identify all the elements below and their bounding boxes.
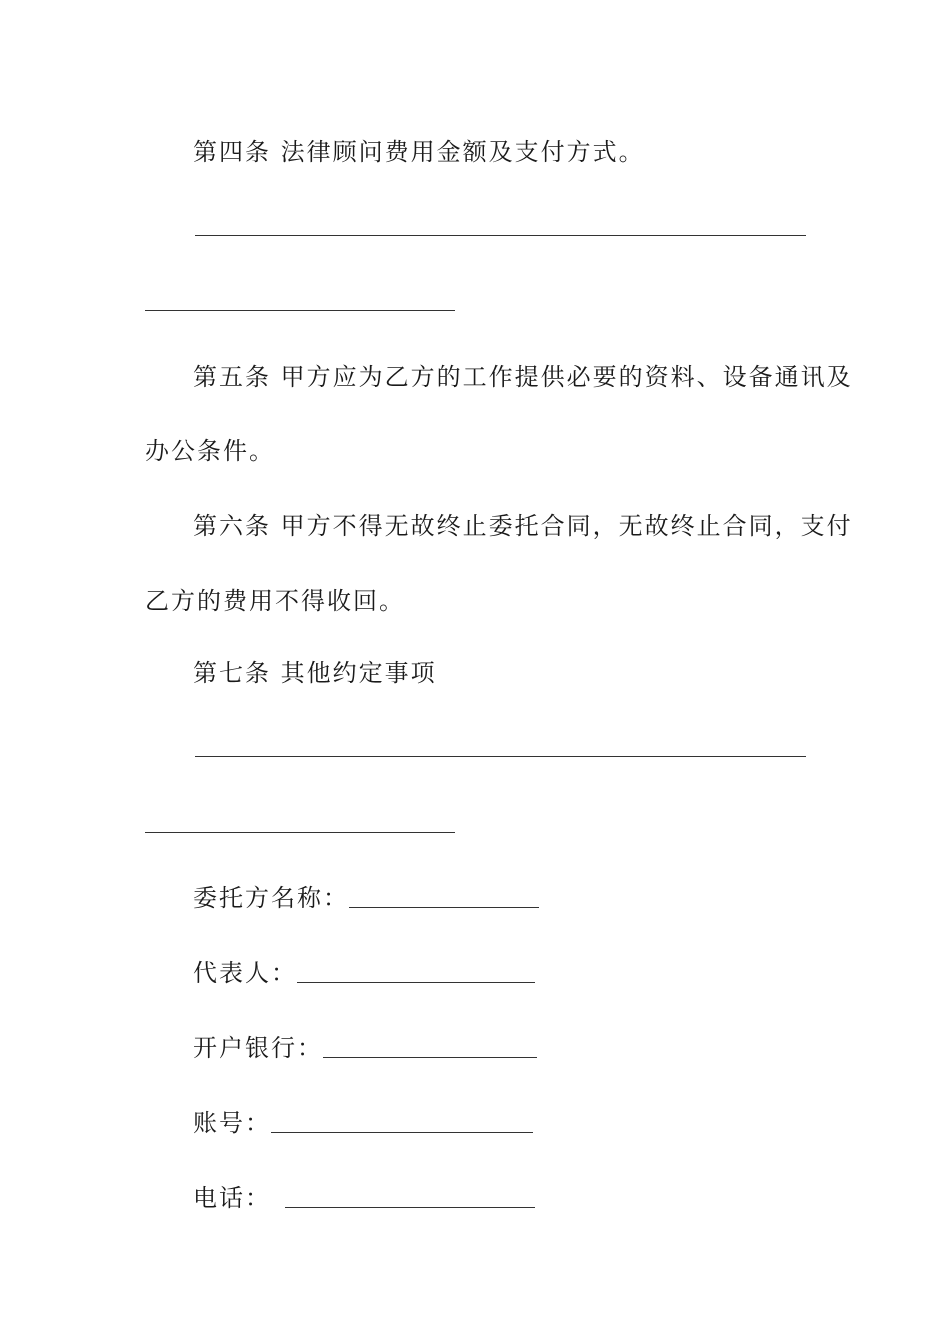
- bank-blank: [323, 1035, 537, 1058]
- representative-blank: [297, 960, 535, 983]
- account-label: 账号：: [193, 1109, 271, 1137]
- blank-line-4b: [145, 310, 455, 311]
- client-name-label: 委托方名称：: [193, 884, 349, 912]
- blank-line-4a: [195, 235, 806, 236]
- account-field: [193, 1107, 533, 1139]
- client-name-blank: [349, 885, 539, 908]
- client-name-field: [193, 882, 539, 914]
- phone-blank: [285, 1185, 535, 1208]
- phone-label: 电话：: [193, 1184, 271, 1212]
- representative-label: 代表人：: [193, 959, 297, 987]
- clause-6-line-2: 乙方的费用不得收回。: [145, 587, 405, 615]
- clause-5-line-1: 第五条 甲方应为乙方的工作提供必要的资料、设备通讯及: [193, 363, 853, 391]
- blank-line-7b: [145, 832, 455, 833]
- clause-6-line-1: 第六条 甲方不得无故终止委托合同，无故终止合同，支付: [193, 512, 853, 540]
- clause-5-line-2: 办公条件。: [145, 437, 275, 465]
- representative-field: [193, 957, 535, 989]
- bank-label: 开户银行：: [193, 1034, 323, 1062]
- blank-line-7a: [195, 756, 806, 757]
- clause-4: 第四条 法律顾问费用金额及支付方式。: [193, 138, 645, 166]
- bank-field: [193, 1032, 537, 1064]
- account-blank: [271, 1110, 533, 1133]
- phone-field: [193, 1182, 535, 1214]
- clause-7: 第七条 其他约定事项: [193, 659, 437, 687]
